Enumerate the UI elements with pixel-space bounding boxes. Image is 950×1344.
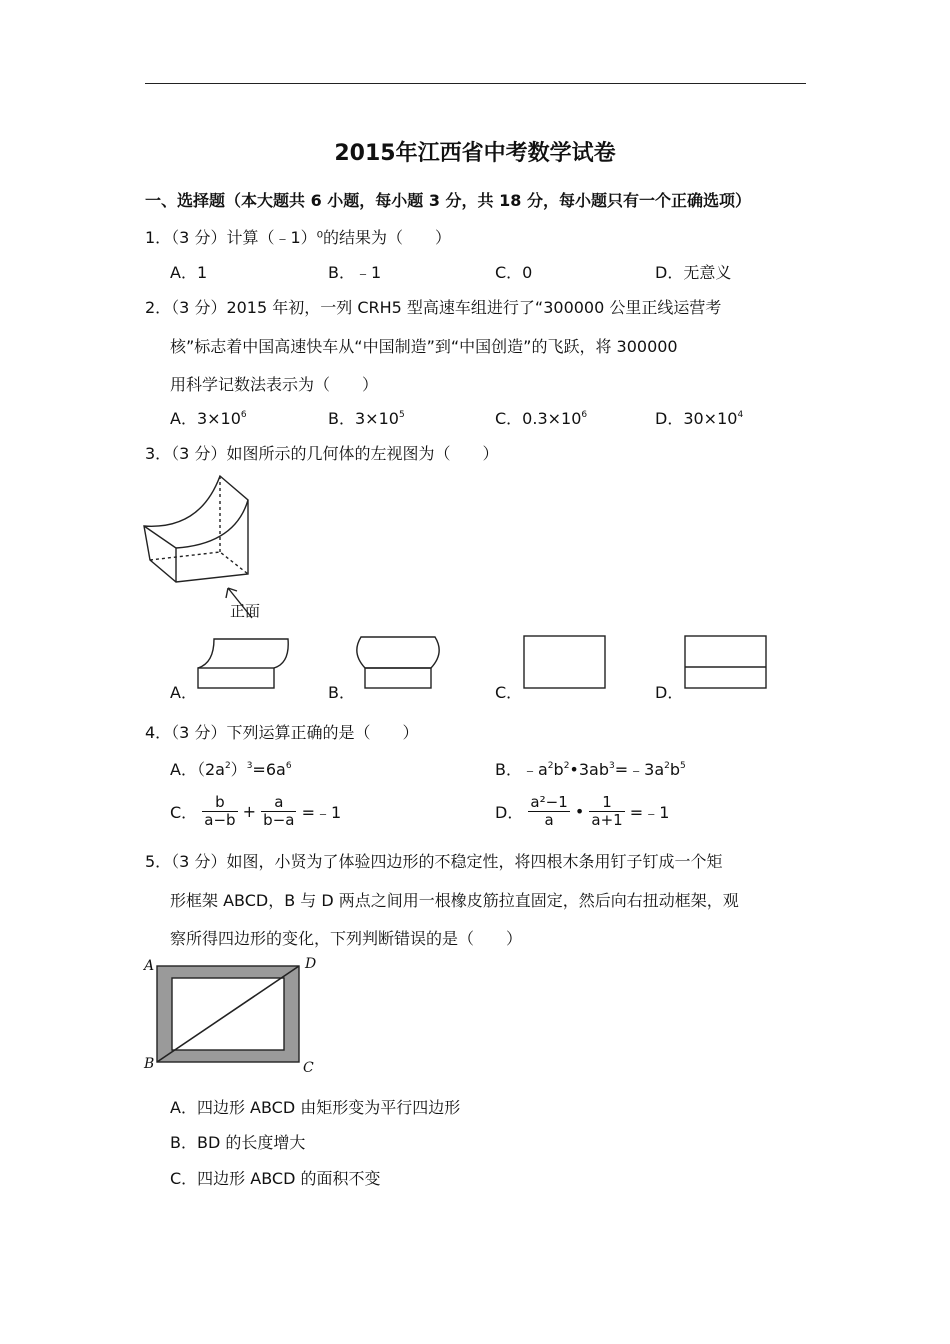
page-title: 2015年江西省中考数学试卷 [334, 141, 616, 166]
q2-stem-line1: 2．（3 分）2015 年初，一列 CRH5 型高速车组进行了“300000 公里正线运营考 [145, 298, 722, 317]
q1-stem: 1．（3 分）计算（﹣1）⁰的结果为（ ） [145, 228, 452, 247]
header-rule [145, 83, 806, 84]
q3-option-d: D． [655, 683, 684, 702]
q3-option-a-figure [196, 633, 296, 693]
q3-option-c: C． [495, 683, 523, 702]
q3-option-b-figure [355, 633, 445, 693]
q4-option-c: C． $\frac{b}{a-b}$ + $\frac{a}{b-a}$ =﹣1 [170, 793, 342, 829]
q4-option-a: A．$(2a^2)^3=6a^6$ [170, 760, 292, 779]
q1-option-d: D．无意义 [655, 263, 732, 282]
q3-option-d-figure [684, 635, 768, 690]
q2-option-a: A．$3\times 10^6$ [170, 409, 247, 428]
q2-stem-line3: 用科学记数法表示为（ ） [170, 375, 379, 394]
q3-front-label: 正面 [230, 602, 261, 620]
q5-option-b: B．BD 的长度增大 [170, 1133, 306, 1152]
q1-option-b: B．﹣1 [328, 263, 382, 282]
q1-option-a: A．1 [170, 263, 208, 282]
q5-option-a: A．四边形 ABCD 由矩形变为平行四边形 [170, 1098, 461, 1117]
q2-option-c: C．$0.3\times 10^6$ [495, 409, 588, 428]
q3-stem: 3．（3 分）如图所示的几何体的左视图为（ ） [145, 444, 499, 463]
q3-option-c-figure [523, 635, 607, 690]
q3-solid-figure [140, 470, 270, 620]
q5-vertex-a: A [144, 958, 155, 974]
q3-option-b: B． [328, 683, 355, 702]
q5-option-c: C．四边形 ABCD 的面积不变 [170, 1169, 381, 1188]
q2-option-b: B．$3\times 10^5$ [328, 409, 405, 428]
q5-vertex-d: D [305, 956, 317, 972]
q5-frame-figure [140, 955, 325, 1080]
q4-stem: 4．（3 分）下列运算正确的是（ ） [145, 723, 419, 742]
q3-option-a: A． [170, 683, 197, 702]
q5-vertex-b: B [144, 1056, 155, 1072]
q4-option-b: B．$﹣a^2b^2•3ab^3=﹣3a^2b^5$ [495, 760, 686, 779]
q5-stem-line1: 5．（3 分）如图，小贤为了体验四边形的不稳定性，将四根木条用钉子钉成一个矩 [145, 852, 723, 871]
q5-stem-line3: 察所得四边形的变化，下列判断错误的是（ ） [170, 929, 523, 948]
section-heading: 一、选择题（本大题共 6 小题，每小题 3 分，共 18 分，每小题只有一个正确选项） [145, 191, 751, 210]
q1-option-c: C．0 [495, 263, 533, 282]
q2-option-d: D．$30\times 10^4$ [655, 409, 744, 428]
q2-stem-line2: 核”标志着中国高速快车从“中国制造”到“中国创造”的飞跃，将 300000 [170, 337, 678, 356]
q5-stem-line2: 形框架 ABCD，B 与 D 两点之间用一根橡皮筋拉直固定，然后向右扭动框架，观 [170, 891, 739, 910]
q5-vertex-c: C [303, 1060, 314, 1076]
q4-option-d: D． $\frac{\text{a²−1}}{a}$ • $\frac{1}{a+1}$ =﹣1 [495, 793, 670, 829]
